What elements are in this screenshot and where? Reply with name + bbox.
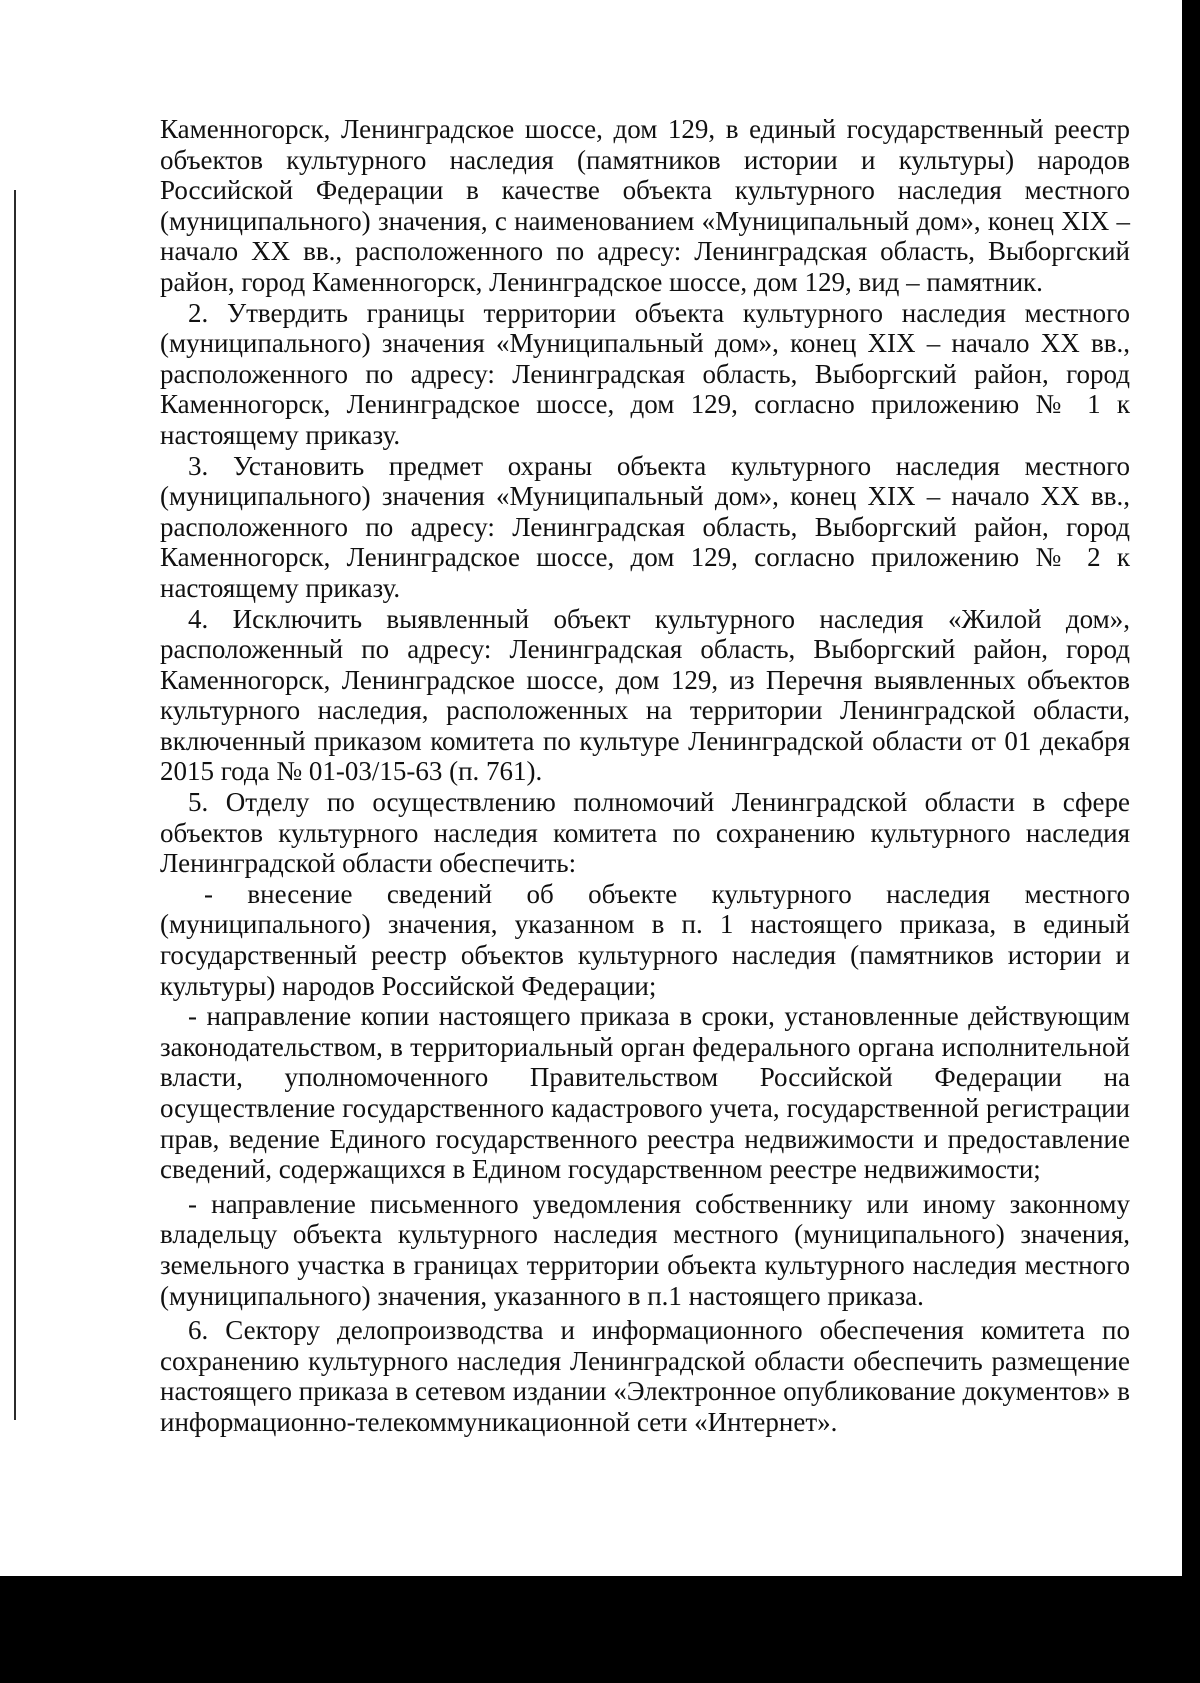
document-body bbox=[160, 114, 1130, 1438]
paragraph-2-approve-boundaries: 2. Утвердить границы территории объекта культурного наследия местного (муниципального) значения «Муниципальный дом», конец XIX – начало XX вв., расположенного по адресу: Ленинградская область, Выборгский район, город Каменногорск, Ленинградское шоссе, дом 129, согласно приложению № 1 к настоящему приказу. bbox=[160, 297, 1130, 450]
list-item-notify-owner: - направление письменного уведомления собственнику или иному законному владельцу объекта культурного наследия местного (муниципального) значения, земельного участка в границах территории объекта культурного наследия местного (муниципального) значения, указанного в п.1 настоящего приказа. bbox=[160, 1188, 1130, 1311]
paragraph-5-department-tasks: 5. Отделу по осуществлению полномочий Ленинградской области в сфере объектов культурного наследия комитета по сохранению культурного наследия Ленинградской области обеспечить: bbox=[160, 787, 1130, 879]
paragraph-4-exclude-object: 4. Исключить выявленный объект культурного наследия «Жилой дом», расположенный по адресу: Ленинградская область, Выборгский район, город Каменногорск, Ленинградское шоссе, дом 129, из Перечня выявленных объектов культурного наследия, расположенных на территории Ленинградской области, включенный приказом комитета по культуре Ленинградской области от 01 декабря 2015 года № 01-03/15-63 (п. 761). bbox=[160, 603, 1130, 787]
list-item-register-entry: - внесение сведений об объекте культурного наследия местного (муниципального) значения, указанном в п. 1 настоящего приказа, в единый государственный реестр объектов культурного наследия (памятников истории и культуры) народов Российской Федерации; bbox=[160, 878, 1130, 1001]
paragraph-1-continuation: Каменногорск, Ленинградское шоссе, дом 129, в единый государственный реестр объектов культурного наследия (памятников истории и культуры) народов Российской Федерации в качестве объекта культурного наследия местного (муниципального) значения, с наименованием «Муниципальный дом», конец XIX – начало XX вв., расположенного по адресу: Ленинградская область, Выборгский район, город Каменногорск, Ленинградское шоссе, дом 129, вид – памятник. bbox=[160, 114, 1130, 297]
scan-margin-line bbox=[14, 190, 16, 1420]
paragraph-3-protection-subject: 3. Установить предмет охраны объекта культурного наследия местного (муниципального) значения «Муниципальный дом», конец XIX – начало XX вв., расположенного по адресу: Ленинградская область, Выборгский район, город Каменногорск, Ленинградское шоссе, дом 129, согласно приложению № 2 к настоящему приказу. bbox=[160, 450, 1130, 603]
paragraph-6-publication: 6. Сектору делопроизводства и информационного обеспечения комитета по сохранению культурного наследия Ленинградской области обеспечить размещение настоящего приказа в сетевом издании «Электронное опубликование документов» в информационно-телекоммуникационной сети «Интернет». bbox=[160, 1315, 1130, 1437]
list-item-send-copy: - направление копии настоящего приказа в сроки, установленные действующим законодательством, в территориальный орган федерального органа исполнительной власти, уполномоченного Правительством Российской Федерации на осуществление государственного кадастрового учета, государственной регистрации прав, ведение Единого государственного реестра недвижимости и предоставление сведений, содержащихся в Едином государственном реестре недвижимости; bbox=[160, 1001, 1130, 1185]
